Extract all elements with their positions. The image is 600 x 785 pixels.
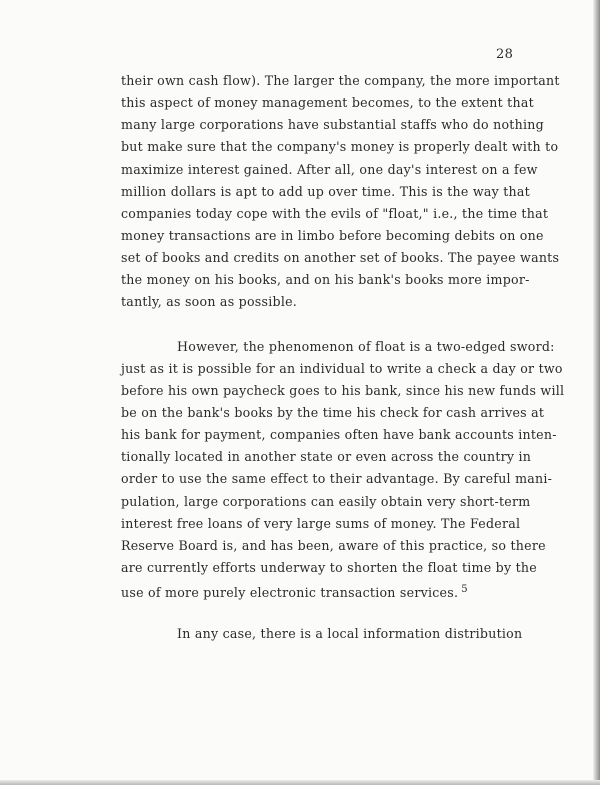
text-line: the money on his books, and on his bank's books more impor- [121, 272, 530, 288]
text-line: this aspect of money management becomes, to the extent that [121, 95, 534, 111]
text-line: companies today cope with the evils of "float," i.e., the time that [121, 205, 549, 221]
text-line: tantly, as soon as possible. [121, 294, 298, 310]
text-line: be on the bank's books by the time his check for cash arrives at [121, 404, 545, 420]
text-line: are currently efforts underway to shorten the float time by the [121, 559, 537, 575]
text-line: but make sure that the company's money is properly dealt with to [121, 139, 559, 155]
text-line-with-footnote [121, 579, 518, 601]
scan-edge-right [593, 0, 600, 785]
paragraph-1 [121, 70, 560, 314]
text-line: many large corporations have substantial staffs who do nothing [121, 117, 544, 133]
paragraph-2 [121, 336, 565, 602]
scan-edge-bottom [0, 780, 600, 785]
paragraph-3 [121, 623, 523, 645]
text-line: maximize interest gained. After all, one day's interest on a few [121, 161, 538, 177]
text-line: pulation, large corporations can easily obtain very short-term [121, 493, 531, 509]
text-line: interest free loans of very large sums of money. The Federal [121, 515, 521, 531]
text-line: million dollars is apt to add up over time. This is the way that [121, 183, 530, 199]
text-line: order to use the same effect to their advantage. By careful mani- [121, 471, 553, 487]
text-line: set of books and credits on another set of books. The payee wants [121, 250, 560, 266]
page-number: 28 [496, 47, 514, 62]
text-line: However, the phenomenon of float is a two-edged sword: [177, 338, 555, 354]
body-text [121, 70, 565, 645]
footnote-marker: 5 [461, 584, 468, 596]
text-line: just as it is possible for an individual to write a check a day or two [121, 360, 563, 376]
text-line: In any case, there is a local information distribution [177, 626, 523, 642]
text-line: money transactions are in limbo before becoming debits on one [121, 227, 544, 243]
text-line: Reserve Board is, and has been, aware of this practice, so there [121, 537, 546, 553]
text-line: before his own paycheck goes to his bank, since his new funds will [121, 382, 565, 398]
text-line: his bank for payment, companies often have bank accounts inten- [121, 427, 557, 443]
text-line: their own cash flow). The larger the company, the more important [121, 73, 560, 88]
text-line: tionally located in another state or even across the country in [121, 449, 532, 465]
text-line: use of more purely electronic transaction services. [121, 585, 459, 601]
